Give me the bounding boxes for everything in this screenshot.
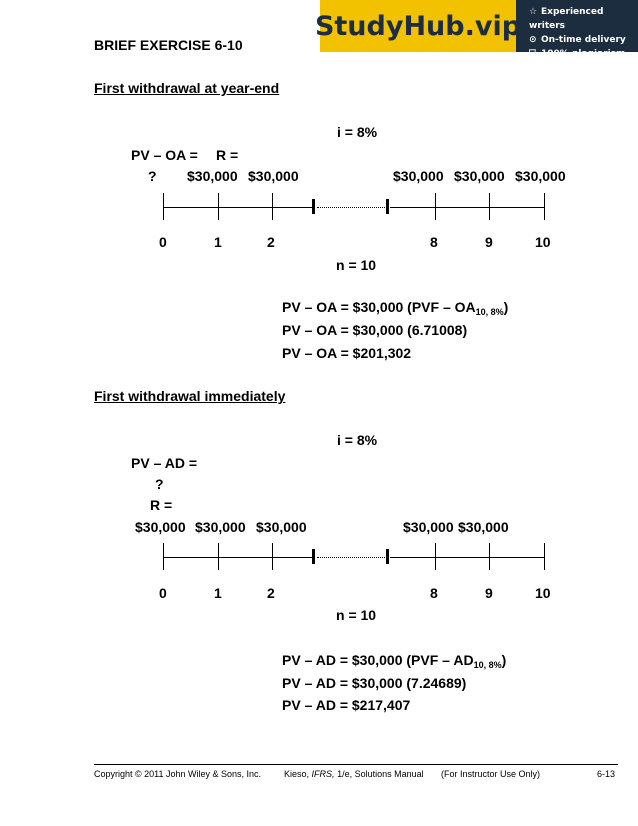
section2-equation-1: PV – AD = $30,000 $(PVF - AD_{10, 8\%})$ — [282, 652, 507, 670]
section2-n: n = 10 — [336, 607, 377, 623]
period-label: 8 — [430, 234, 438, 250]
timeline-break — [386, 199, 389, 214]
section2-rate: i = 8% — [337, 432, 378, 448]
promo-banner[interactable] — [314, 0, 638, 73]
period-label: 0 — [159, 234, 167, 250]
section1-rate: i = 8% — [337, 124, 378, 140]
timeline-break — [312, 549, 315, 564]
section1-payment: $30,000 — [187, 168, 238, 184]
section1-equation-2: PV – OA = $30,000 (6.71008) — [282, 322, 468, 338]
feature-label: 100% plagiarism free — [529, 49, 626, 73]
timeline-gap-dots — [317, 557, 385, 558]
footer-divider — [94, 764, 618, 765]
page-number: 6-13 — [597, 769, 616, 779]
timeline-tick — [544, 543, 545, 570]
feature-label: Experienced writers — [529, 7, 604, 31]
clock-icon: ⊙ — [529, 35, 537, 45]
period-label: 2 — [267, 585, 275, 601]
section1-unknown: ? — [148, 168, 157, 184]
period-label: 9 — [485, 234, 493, 250]
feature-plagiarism-free — [529, 47, 638, 75]
timeline-gap-dots — [317, 207, 385, 208]
timeline-segment — [390, 207, 544, 208]
section1-pv-label: PV – OA = — [131, 147, 198, 163]
footer-copyright: Copyright © 2011 John Wiley & Sons, Inc. — [94, 769, 262, 779]
period-label: 9 — [485, 585, 493, 601]
timeline-tick — [218, 193, 219, 220]
timeline-tick — [544, 193, 545, 220]
section2-result: PV – AD = $217,407 — [282, 697, 411, 713]
timeline-tick — [489, 543, 490, 570]
section2-payment: $30,000 — [135, 519, 186, 535]
feature-label: On-time delivery — [541, 35, 626, 45]
period-label: 10 — [535, 234, 551, 250]
section1-result: PV – OA = $201,302 — [282, 345, 412, 361]
exercise-title: BRIEF EXERCISE 6-10 — [94, 37, 243, 53]
feature-experienced-writers — [529, 5, 638, 33]
period-label: 8 — [430, 585, 438, 601]
section1-n: n = 10 — [336, 257, 377, 273]
footer-book: Kieso, IFRS, 1/e, Solutions Manual — [284, 769, 424, 779]
section2-equation-2: PV – AD = $30,000 (7.24689) — [282, 675, 467, 691]
period-label: 0 — [159, 585, 167, 601]
timeline-segment — [390, 557, 544, 558]
timeline-tick — [218, 543, 219, 570]
section1-payment: $30,000 — [454, 168, 505, 184]
section1-payment: $30,000 — [515, 168, 566, 184]
period-label: 1 — [214, 234, 222, 250]
section2-r-label: R = — [150, 497, 173, 513]
section2-payment: $30,000 — [458, 519, 509, 535]
timeline-tick — [435, 543, 436, 570]
section1-r-label: R = — [216, 147, 239, 163]
timeline-break — [386, 549, 389, 564]
section2-unknown: ? — [155, 476, 164, 492]
timeline-tick — [163, 193, 164, 220]
section2-payment: $30,000 — [256, 519, 307, 535]
period-label: 1 — [214, 585, 222, 601]
section1-payment: $30,000 — [393, 168, 444, 184]
timeline-tick — [163, 543, 164, 570]
section2-pv-label: PV – AD = — [131, 455, 198, 471]
section2-payment: $30,000 — [403, 519, 454, 535]
timeline-tick — [489, 193, 490, 220]
feature-on-time-delivery — [529, 33, 638, 47]
section1-payment: $30,000 — [248, 168, 299, 184]
period-label: 10 — [535, 585, 551, 601]
footer-note: (For Instructor Use Only) — [441, 769, 541, 779]
shield-check-icon: ⛉ — [529, 49, 536, 59]
studyhub-logo[interactable]: StudyHub.vip — [320, 0, 516, 52]
timeline-segment — [163, 557, 312, 558]
timeline-tick — [435, 193, 436, 220]
star-outline-icon: ☆ — [529, 7, 538, 17]
section2-heading: First withdrawal immediately — [94, 388, 286, 404]
section1-heading: First withdrawal at year-end — [94, 80, 280, 96]
timeline-segment — [163, 207, 312, 208]
banner-feature-list — [529, 5, 638, 75]
section1-equation-1: PV – OA = $30,000 $(PVF - OA_{10, 8\%})$ — [282, 299, 509, 317]
timeline-break — [312, 199, 315, 214]
timeline-tick — [272, 193, 273, 220]
section2-payment: $30,000 — [195, 519, 246, 535]
timeline-tick — [272, 543, 273, 570]
period-label: 2 — [267, 234, 275, 250]
